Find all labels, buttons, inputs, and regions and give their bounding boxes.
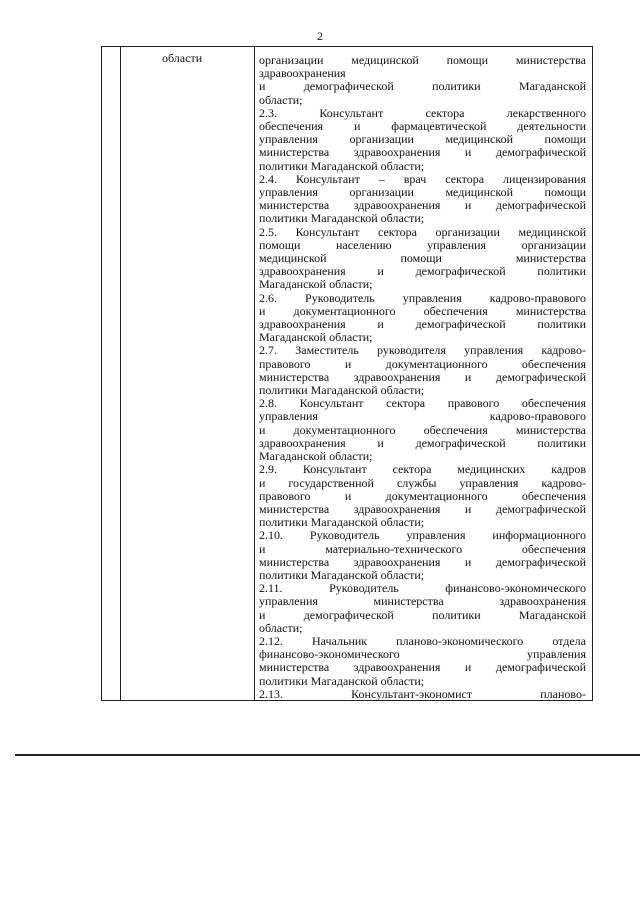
text-line: и документационного обеспечения министерства [259, 303, 586, 318]
text-line: политики Магаданской области; [259, 158, 425, 173]
text-line: и демографической политики Магаданской [259, 79, 586, 94]
column-divider [120, 47, 121, 700]
text-line: области; [259, 620, 303, 635]
text-line: 2.10. Руководитель управления информационного [259, 528, 586, 543]
text-line: 2.7. Заместитель руководителя управления кадрово- [259, 343, 586, 358]
text-line: политики Магаданской области; [259, 673, 425, 688]
page-footer-rule [15, 754, 640, 756]
text-line: 2.5. Консультант сектора организации медицинской [259, 224, 586, 239]
page-number: 2 [317, 29, 323, 43]
text-line: и государственной службы управления кадрово- [259, 475, 586, 490]
text-line: правового и документационного обеспечения [259, 356, 586, 371]
text-line: 2.12. Начальник планово-экономического отдела [259, 633, 586, 648]
text-line: управления кадрово-правового [259, 409, 586, 424]
text-line: министерства здравоохранения и демографической [259, 198, 586, 213]
text-line: управления организации медицинской помощи [259, 185, 586, 200]
text-line: министерства здравоохранения и демографической [259, 369, 586, 384]
text-line: 2.11. Руководитель финансово-экономического [259, 581, 586, 596]
text-line: помощи населению управления организации [259, 237, 586, 252]
text-line: правового и документационного обеспечения [259, 488, 586, 503]
text-line: Магаданской области; [259, 330, 373, 345]
document-table [101, 46, 593, 701]
text-line: организации медицинской помощи министерства [259, 53, 586, 67]
text-line: Магаданской области; [259, 277, 373, 292]
text-line: министерства здравоохранения и демографической [259, 145, 586, 160]
text-line: здравоохранения и демографической политики [259, 317, 586, 332]
text-line: области; [259, 92, 303, 107]
text-line: 2.8. Консультант сектора правового обеспечения [259, 396, 586, 411]
text-line: здравоохранения [259, 66, 346, 81]
text-line: политики Магаданской области; [259, 515, 425, 530]
text-line: и демографической политики Магаданской [259, 607, 586, 622]
column-divider [254, 47, 255, 700]
text-line: управления министерства здравоохранения [259, 594, 586, 609]
text-line: 2.13. Консультант-экономист планово- [259, 686, 586, 701]
text-line: Магаданской области; [259, 449, 373, 464]
text-line: 2.6. Руководитель управления кадрово-правового [259, 290, 586, 305]
text-line: 2.4. Консультант – врач сектора лицензирования [259, 171, 586, 186]
text-line: министерства здравоохранения и демографической [259, 501, 586, 516]
text-line: 2.9. Консультант сектора медицинских кадров [259, 462, 586, 477]
text-line: политики Магаданской области; [259, 211, 425, 226]
text-line: министерства здравоохранения и демографической [259, 554, 586, 569]
text-line: политики Магаданской области; [259, 383, 425, 398]
text-line: 2.3. Консультант сектора лекарственного [259, 105, 586, 120]
text-line: медицинской помощи министерства [259, 251, 586, 266]
text-line: и документационного обеспечения министерства [259, 422, 586, 437]
text-line: политики Магаданской области; [259, 567, 425, 582]
text-line: министерства здравоохранения и демографической [259, 660, 586, 675]
text-line: здравоохранения и демографической политики [259, 264, 586, 279]
text-line: управления организации медицинской помощи [259, 132, 586, 147]
position-list [259, 54, 586, 701]
text-line: обеспечения и фармацевтической деятельности [259, 119, 586, 134]
left-column-label: области [162, 51, 203, 65]
text-line: и материально-технического обеспечения [259, 541, 586, 556]
text-line: финансово-экономического управления [259, 647, 586, 662]
text-line: здравоохранения и демографической политики [259, 435, 586, 450]
